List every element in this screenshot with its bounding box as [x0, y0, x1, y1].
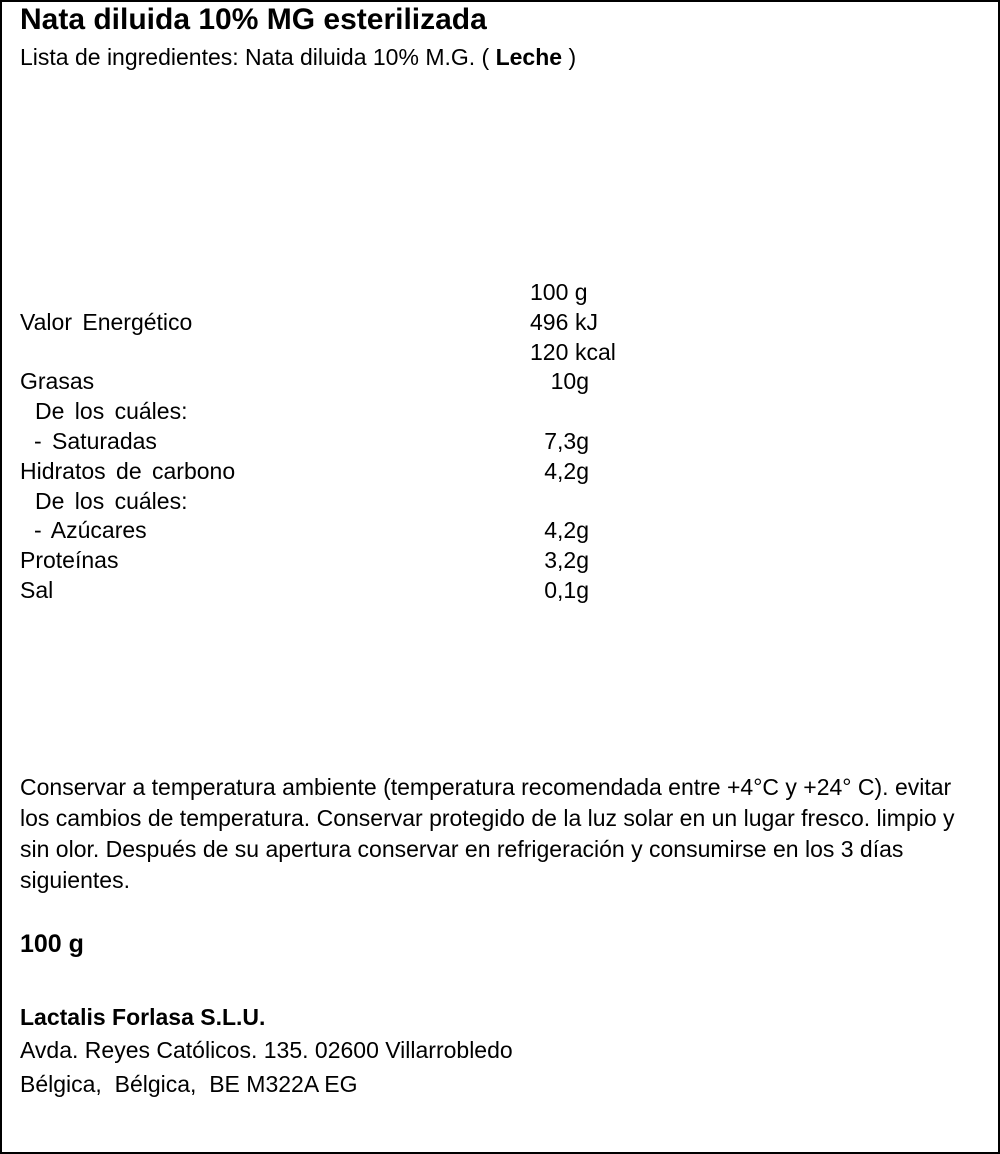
nutrient-value: 10g [550, 368, 589, 395]
company-country-line: Bélgica, Bélgica, BE M322A EG [20, 1071, 358, 1097]
nutrition-row [20, 397, 720, 427]
net-weight: 100 g [20, 930, 84, 958]
storage-instructions: Conservar a temperatura ambiente (temperatura recomendada entre +4°C y +24° C). evitar los cambios de temperatura. Conservar protegido de la luz solar en un lugar fresco. limpio y sin olor. Después de su apertura conservar en refrigeración y consumirse en los 3 días siguientes. [20, 774, 955, 893]
nutrient-value: 7,3g [544, 427, 589, 454]
nutrition-row [20, 487, 720, 517]
nutrient-value: 3,2g [544, 547, 589, 574]
company-address: Avda. Reyes Católicos. 135. 02600 Villarrobledo [20, 1037, 513, 1063]
nutrition-row [20, 576, 720, 606]
company-name: Lactalis Forlasa S.L.U. [20, 1004, 266, 1030]
nutrient-label: - Saturadas [34, 427, 157, 454]
nutrient-value: 4,2g [544, 517, 589, 544]
nutrient-label: Hidratos de carbono [20, 457, 236, 484]
energy-kcal-unit: kcal [575, 338, 616, 365]
energy-kj-value: 496 [530, 308, 569, 335]
nutrition-row [20, 427, 720, 457]
nutrition-row [20, 546, 720, 576]
nutrient-label: De los cuáles: [35, 398, 188, 425]
nutrient-value: 0,1g [544, 576, 589, 603]
energy-label: Valor Energético [20, 308, 193, 335]
ingredients-prefix: Lista de ingredientes: Nata diluida 10% M.G. ( [20, 44, 496, 70]
nutrient-label: Grasas [20, 368, 95, 395]
nutrient-label: Proteínas [20, 547, 119, 574]
nutrient-label: - Azúcares [34, 517, 147, 544]
ingredients-suffix: ) [562, 44, 577, 70]
nutrition-energy-kcal-row [20, 338, 720, 368]
nutrition-table [20, 278, 720, 606]
energy-kj-unit: kJ [575, 308, 598, 335]
nutrient-label: Sal [20, 576, 54, 603]
nutrition-per-label: 100 g [530, 279, 588, 305]
nutrient-label: De los cuáles: [35, 487, 188, 514]
nutrition-energy-kj-row [20, 308, 720, 338]
nutrition-row [20, 367, 720, 397]
nutrition-row [20, 457, 720, 487]
ingredients-list [20, 44, 576, 71]
nutrition-row [20, 516, 720, 546]
energy-kcal-value: 120 [530, 338, 569, 365]
nutrient-value: 4,2g [544, 457, 589, 484]
product-title: Nata diluida 10% MG esterilizada [20, 3, 487, 36]
nutrition-header-row [20, 278, 720, 308]
ingredients-allergen: Leche [495, 44, 563, 70]
